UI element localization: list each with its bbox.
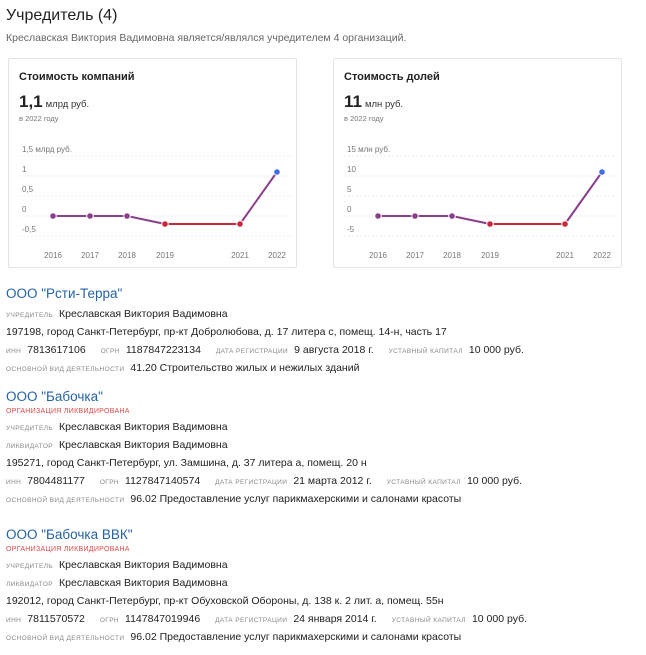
activity-value: 41.20 Строительство жилых и нежилых зданий xyxy=(130,362,360,374)
card-value xyxy=(19,92,89,112)
x-tick-label: 2018 xyxy=(118,251,136,260)
data-point xyxy=(599,169,606,176)
data-point xyxy=(562,221,569,228)
address-row: 192012, город Санкт-Петербург, пр-кт Обуховской Обороны, д. 138 к. 2 лит. а, помещ. 55н xyxy=(6,595,444,607)
card-title: Стоимость компаний xyxy=(19,71,135,83)
page-title: Учредитель (4) xyxy=(6,7,118,24)
y-tick-label: 0 xyxy=(347,205,352,214)
liquidated-status: ОРГАНИЗАЦИЯ ЛИКВИДИРОВАНА xyxy=(6,408,130,415)
data-point xyxy=(487,221,494,228)
page-subtitle: Креславская Виктория Вадимовна является/являлся учредителем 4 организаций. xyxy=(6,32,407,44)
company-value-card xyxy=(8,58,297,268)
liquidator-row: ЛИКВИДАТОР Креславская Виктория Вадимовна xyxy=(6,577,228,589)
reg-date-value: 24 января 2014 г. xyxy=(293,613,377,625)
founder-name: Креславская Виктория Вадимовна xyxy=(59,308,228,320)
series-line-segment xyxy=(452,216,490,224)
share-value-chart xyxy=(334,143,621,268)
x-tick-label: 2021 xyxy=(231,251,249,260)
address-row: 195271, город Санкт-Петербург, ул. Замшина, д. 37 литера а, помещ. 20 н xyxy=(6,457,367,469)
org-name-link[interactable]: ООО "Бабочка ВВК" xyxy=(6,527,133,542)
card-value-unit: млн руб. xyxy=(364,99,404,110)
data-point xyxy=(162,221,169,228)
reg-date-value: 21 марта 2012 г. xyxy=(293,475,372,487)
activity-row: ОСНОВНОЙ ВИД ДЕЯТЕЛЬНОСТИ 96.02 Предоставление услуг парикмахерскими и салонами красоты xyxy=(6,493,462,505)
card-year-note: в 2022 году xyxy=(19,114,59,123)
inn-value: 7811570572 xyxy=(27,613,85,625)
activity-row: ОСНОВНОЙ ВИД ДЕЯТЕЛЬНОСТИ 41.20 Строительство жилых и нежилых зданий xyxy=(6,362,360,374)
card-title: Стоимость долей xyxy=(344,71,440,83)
data-point xyxy=(124,213,131,220)
ogrn-value: 1127847140574 xyxy=(125,475,201,487)
x-tick-label: 2017 xyxy=(81,251,99,260)
capital-value: 10 000 руб. xyxy=(466,475,523,487)
founder-name: Креславская Виктория Вадимовна xyxy=(59,421,228,433)
data-point xyxy=(375,213,382,220)
x-tick-label: 2022 xyxy=(268,251,286,260)
activity-value: 96.02 Предоставление услуг парикмахерскими и салонами красоты xyxy=(130,631,462,643)
requisites-row: ИНН 7811570572 ОГРН 1147847019946 ДАТА РЕГИСТРАЦИИ 24 января 2014 г. УСТАВНЫЙ КАПИТАЛ 10 000 руб. xyxy=(6,613,528,625)
card-value xyxy=(344,92,403,112)
liquidator-name: Креславская Виктория Вадимовна xyxy=(59,439,228,451)
activity-value: 96.02 Предоставление услуг парикмахерскими и салонами красоты xyxy=(130,493,462,505)
data-point xyxy=(412,213,419,220)
y-tick-label: 1,5 млрд руб. xyxy=(22,145,72,154)
liquidator-name: Креславская Виктория Вадимовна xyxy=(59,577,228,589)
requisites-row: ИНН 7804481177 ОГРН 1127847140574 ДАТА РЕГИСТРАЦИИ 21 марта 2012 г. УСТАВНЫЙ КАПИТАЛ 10 000 руб. xyxy=(6,475,523,487)
liquidated-status: ОРГАНИЗАЦИЯ ЛИКВИДИРОВАНА xyxy=(6,546,130,553)
card-year-note: в 2022 году xyxy=(344,114,384,123)
data-point xyxy=(449,213,456,220)
org-name-link[interactable]: ООО "Бабочка" xyxy=(6,389,103,404)
y-tick-label: 15 млн руб. xyxy=(347,145,391,154)
x-tick-label: 2018 xyxy=(443,251,461,260)
founder-row: УЧРЕДИТЕЛЬ Креславская Виктория Вадимовна xyxy=(6,559,228,571)
share-value-card xyxy=(333,58,622,268)
company-value-chart xyxy=(9,143,296,268)
x-tick-label: 2016 xyxy=(369,251,387,260)
ogrn-value: 1147847019946 xyxy=(125,613,201,625)
x-tick-label: 2022 xyxy=(593,251,611,260)
x-tick-label: 2017 xyxy=(406,251,424,260)
x-tick-label: 2019 xyxy=(481,251,499,260)
founder-row: УЧРЕДИТЕЛЬ Креславская Виктория Вадимовна xyxy=(6,421,228,433)
org-card xyxy=(6,285,536,377)
data-point xyxy=(274,169,281,176)
y-tick-label: 0 xyxy=(22,205,27,214)
founder-row: УЧРЕДИТЕЛЬ Креславская Виктория Вадимовна xyxy=(6,308,228,320)
reg-date-value: 9 августа 2018 г. xyxy=(294,344,374,356)
activity-row: ОСНОВНОЙ ВИД ДЕЯТЕЛЬНОСТИ 96.02 Предоставление услуг парикмахерскими и салонами красоты xyxy=(6,631,462,643)
y-tick-label: -0,5 xyxy=(22,225,36,234)
card-value-number: 1,1 xyxy=(19,92,43,111)
y-tick-label: 10 xyxy=(347,165,356,174)
liquidator-row: ЛИКВИДАТОР Креславская Виктория Вадимовна xyxy=(6,439,228,451)
card-value-unit: млрд руб. xyxy=(45,99,90,110)
x-tick-label: 2016 xyxy=(44,251,62,260)
ogrn-value: 1187847223134 xyxy=(125,344,201,356)
founder-name: Креславская Виктория Вадимовна xyxy=(59,559,228,571)
org-card xyxy=(6,388,534,508)
data-point xyxy=(237,221,244,228)
x-tick-label: 2021 xyxy=(556,251,574,260)
org-card xyxy=(6,526,539,646)
inn-value: 7804481177 xyxy=(27,475,85,487)
y-tick-label: 1 xyxy=(22,165,27,174)
inn-value: 7813617106 xyxy=(27,344,86,356)
header xyxy=(6,6,406,44)
capital-value: 10 000 руб. xyxy=(468,344,524,356)
x-tick-label: 2019 xyxy=(156,251,174,260)
requisites-row: ИНН 7813617106 ОГРН 1187847223134 ДАТА РЕГИСТРАЦИИ 9 августа 2018 г. УСТАВНЫЙ КАПИТАЛ 10 000 руб. xyxy=(6,344,524,356)
y-tick-label: -5 xyxy=(347,225,355,234)
data-point xyxy=(50,213,57,220)
address-row: 197198, город Санкт-Петербург, пр-кт Добролюбова, д. 17 литера с, помещ. 14-н, часть 17 xyxy=(6,326,447,338)
series-line-segment xyxy=(127,216,165,224)
capital-value: 10 000 руб. xyxy=(471,613,528,625)
card-value-number: 11 xyxy=(344,92,362,111)
y-tick-label: 0,5 xyxy=(22,185,34,194)
org-name-link[interactable]: ООО "Рсти-Терра" xyxy=(6,286,123,301)
y-tick-label: 5 xyxy=(347,185,352,194)
data-point xyxy=(87,213,94,220)
